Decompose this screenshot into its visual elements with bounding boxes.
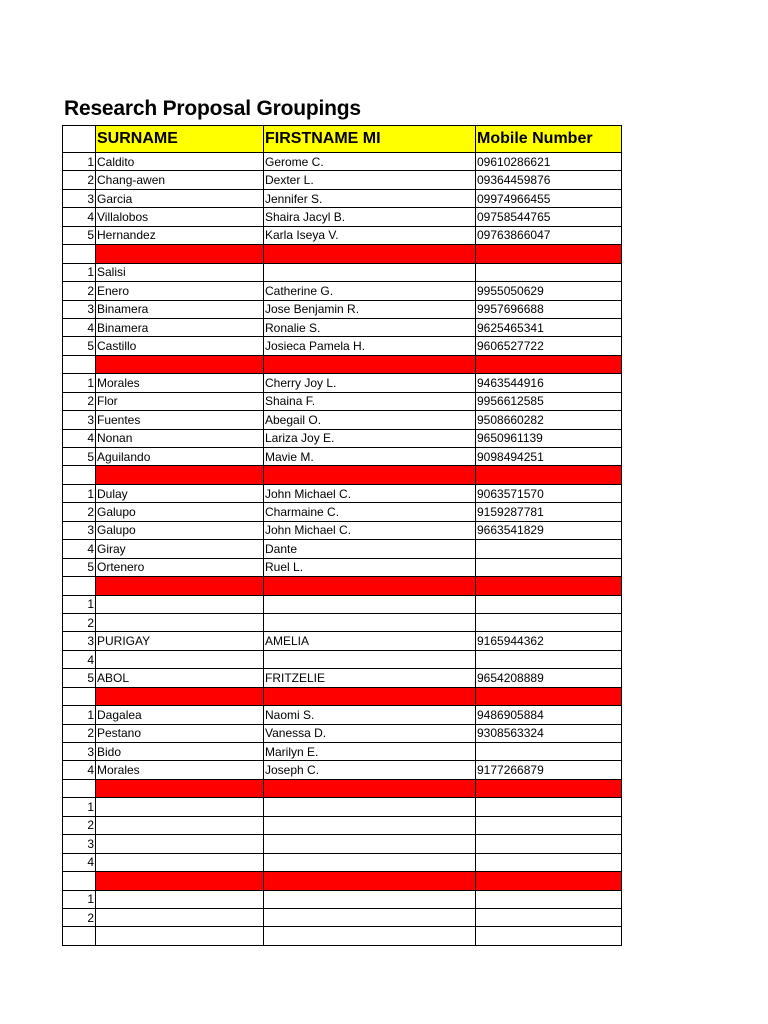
header-row [63, 126, 622, 153]
row-number-cell[interactable]: 3 [63, 300, 96, 318]
mobile-cell[interactable]: 9508660282 [476, 411, 622, 429]
firstname-cell[interactable]: Vanessa D. [264, 724, 476, 742]
firstname-cell[interactable] [264, 798, 476, 816]
surname-cell[interactable]: Fuentes [96, 411, 264, 429]
mobile-cell[interactable] [476, 798, 622, 816]
page-title: Research Proposal Groupings [64, 97, 361, 120]
mobile-cell[interactable] [476, 613, 622, 631]
surname-cell[interactable]: Binamera [96, 300, 264, 318]
table-row [63, 743, 622, 761]
separator-cell[interactable] [476, 355, 622, 373]
mobile-cell[interactable]: 9663541829 [476, 521, 622, 539]
group-separator-row [63, 687, 622, 705]
row-number-cell[interactable]: 5 [63, 448, 96, 466]
group-separator-row [63, 245, 622, 263]
separator-cell[interactable] [264, 687, 476, 705]
firstname-cell[interactable]: Dexter L. [264, 171, 476, 189]
surname-cell[interactable]: Hernandez [96, 226, 264, 244]
separator-cell[interactable] [63, 872, 96, 890]
firstname-cell[interactable]: Karla Iseya V. [264, 226, 476, 244]
row-number-cell[interactable]: 2 [63, 392, 96, 410]
firstname-cell[interactable]: FRITZELIE [264, 669, 476, 687]
mobile-cell[interactable]: 9165944362 [476, 632, 622, 650]
firstname-cell[interactable] [264, 927, 476, 945]
table-row [63, 153, 622, 171]
surname-cell[interactable]: Caldito [96, 153, 264, 171]
surname-cell[interactable]: PURIGAY [96, 632, 264, 650]
firstname-cell[interactable]: Lariza Joy E. [264, 429, 476, 447]
firstname-cell[interactable]: Abegail O. [264, 411, 476, 429]
separator-cell[interactable] [96, 577, 264, 595]
table-row [63, 724, 622, 742]
separator-cell[interactable] [63, 245, 96, 263]
surname-cell[interactable] [96, 890, 264, 908]
table-row [63, 816, 622, 834]
group-separator-row [63, 355, 622, 373]
mobile-cell[interactable] [476, 908, 622, 926]
row-number-cell[interactable]: 1 [63, 595, 96, 613]
row-number-cell[interactable]: 1 [63, 706, 96, 724]
table-row [63, 927, 622, 945]
table-row [63, 835, 622, 853]
firstname-cell[interactable] [264, 263, 476, 281]
surname-cell[interactable]: Bido [96, 743, 264, 761]
separator-cell[interactable] [264, 466, 476, 484]
mobile-cell[interactable]: 9486905884 [476, 706, 622, 724]
row-number-cell[interactable]: 3 [63, 632, 96, 650]
row-number-cell[interactable]: 3 [63, 189, 96, 207]
mobile-cell[interactable] [476, 743, 622, 761]
mobile-cell[interactable]: 9159287781 [476, 503, 622, 521]
firstname-cell[interactable]: Shaira Jacyl B. [264, 208, 476, 226]
separator-cell[interactable] [63, 466, 96, 484]
firstname-cell[interactable]: Shaina F. [264, 392, 476, 410]
firstname-cell[interactable]: Naomi S. [264, 706, 476, 724]
group-separator-row [63, 466, 622, 484]
surname-cell[interactable]: Nonan [96, 429, 264, 447]
mobile-cell[interactable]: 09758544765 [476, 208, 622, 226]
mobile-cell[interactable] [476, 558, 622, 576]
row-number-cell[interactable]: 1 [63, 374, 96, 392]
surname-cell[interactable]: Dulay [96, 484, 264, 502]
table-row [63, 521, 622, 539]
row-number-cell[interactable]: 4 [63, 540, 96, 558]
surname-cell[interactable] [96, 595, 264, 613]
separator-cell[interactable] [96, 872, 264, 890]
firstname-cell[interactable]: Joseph C. [264, 761, 476, 779]
surname-cell[interactable]: Chang-awen [96, 171, 264, 189]
table-row [63, 208, 622, 226]
surname-cell[interactable]: Binamera [96, 318, 264, 336]
mobile-cell[interactable]: 9957696688 [476, 300, 622, 318]
header-firstname[interactable]: FIRSTNAME MI [264, 126, 476, 153]
separator-cell[interactable] [96, 466, 264, 484]
row-number-cell[interactable]: 2 [63, 171, 96, 189]
firstname-cell[interactable]: Josieca Pamela H. [264, 337, 476, 355]
surname-cell[interactable]: Castillo [96, 337, 264, 355]
firstname-cell[interactable]: Jose Benjamin R. [264, 300, 476, 318]
surname-cell[interactable] [96, 816, 264, 834]
mobile-cell[interactable]: 9955050629 [476, 282, 622, 300]
mobile-cell[interactable]: 9463544916 [476, 374, 622, 392]
firstname-cell[interactable]: Dante [264, 540, 476, 558]
header-number-cell[interactable] [63, 126, 96, 153]
firstname-cell[interactable] [264, 853, 476, 871]
firstname-cell[interactable]: Mavie M. [264, 448, 476, 466]
surname-cell[interactable]: Giray [96, 540, 264, 558]
separator-cell[interactable] [63, 577, 96, 595]
separator-cell[interactable] [264, 245, 476, 263]
row-number-cell[interactable]: 4 [63, 429, 96, 447]
row-number-cell[interactable]: 2 [63, 816, 96, 834]
surname-cell[interactable] [96, 613, 264, 631]
firstname-cell[interactable]: Marilyn E. [264, 743, 476, 761]
table-row [63, 300, 622, 318]
header-mobile[interactable]: Mobile Number [476, 126, 622, 153]
separator-cell[interactable] [476, 466, 622, 484]
table-row [63, 761, 622, 779]
mobile-cell[interactable]: 9956612585 [476, 392, 622, 410]
surname-cell[interactable]: Morales [96, 374, 264, 392]
table-row [63, 908, 622, 926]
surname-cell[interactable]: Ortenero [96, 558, 264, 576]
row-number-cell[interactable]: 5 [63, 337, 96, 355]
surname-cell[interactable]: Morales [96, 761, 264, 779]
firstname-cell[interactable] [264, 816, 476, 834]
row-number-cell[interactable]: 1 [63, 890, 96, 908]
surname-cell[interactable]: Villalobos [96, 208, 264, 226]
group-separator-row [63, 872, 622, 890]
mobile-cell[interactable]: 9308563324 [476, 724, 622, 742]
mobile-cell[interactable] [476, 816, 622, 834]
table-row [63, 282, 622, 300]
surname-cell[interactable] [96, 835, 264, 853]
groupings-table [62, 125, 622, 946]
firstname-cell[interactable]: Gerome C. [264, 153, 476, 171]
table-row [63, 798, 622, 816]
surname-cell[interactable] [96, 927, 264, 945]
firstname-cell[interactable]: Cherry Joy L. [264, 374, 476, 392]
row-number-cell[interactable]: 4 [63, 853, 96, 871]
surname-cell[interactable]: ABOL [96, 669, 264, 687]
row-number-cell[interactable]: 4 [63, 761, 96, 779]
separator-cell[interactable] [476, 577, 622, 595]
separator-cell[interactable] [63, 687, 96, 705]
firstname-cell[interactable]: John Michael C. [264, 521, 476, 539]
surname-cell[interactable]: Galupo [96, 503, 264, 521]
table-row [63, 318, 622, 336]
table-row [63, 503, 622, 521]
separator-cell[interactable] [63, 355, 96, 373]
firstname-cell[interactable]: Charmaine C. [264, 503, 476, 521]
separator-cell[interactable] [264, 355, 476, 373]
mobile-cell[interactable]: 09364459876 [476, 171, 622, 189]
table-row [63, 392, 622, 410]
mobile-cell[interactable] [476, 835, 622, 853]
row-number-cell[interactable]: 2 [63, 503, 96, 521]
row-number-cell[interactable]: 1 [63, 263, 96, 281]
row-number-cell[interactable]: 4 [63, 318, 96, 336]
separator-cell[interactable] [264, 872, 476, 890]
group-separator-row [63, 779, 622, 797]
table-row [63, 595, 622, 613]
table-row [63, 189, 622, 207]
table-row [63, 429, 622, 447]
row-number-cell[interactable]: 2 [63, 282, 96, 300]
row-number-cell[interactable]: 5 [63, 558, 96, 576]
surname-cell[interactable]: Garcia [96, 189, 264, 207]
surname-cell[interactable] [96, 908, 264, 926]
row-number-cell[interactable]: 2 [63, 724, 96, 742]
separator-cell[interactable] [264, 779, 476, 797]
firstname-cell[interactable] [264, 595, 476, 613]
firstname-cell[interactable] [264, 613, 476, 631]
mobile-cell[interactable]: 09763866047 [476, 226, 622, 244]
table-row [63, 669, 622, 687]
row-number-cell[interactable]: 4 [63, 208, 96, 226]
row-number-cell[interactable]: 5 [63, 226, 96, 244]
surname-cell[interactable]: Salisi [96, 263, 264, 281]
table-row [63, 263, 622, 281]
mobile-cell[interactable]: 9625465341 [476, 318, 622, 336]
mobile-cell[interactable]: 9650961139 [476, 429, 622, 447]
surname-cell[interactable]: Aguilando [96, 448, 264, 466]
row-number-cell[interactable]: 3 [63, 743, 96, 761]
separator-cell[interactable] [96, 687, 264, 705]
row-number-cell[interactable]: 1 [63, 484, 96, 502]
surname-cell[interactable]: Flor [96, 392, 264, 410]
separator-cell[interactable] [476, 245, 622, 263]
table-row [63, 484, 622, 502]
mobile-cell[interactable]: 9606527722 [476, 337, 622, 355]
table-row [63, 540, 622, 558]
table-row [63, 226, 622, 244]
mobile-cell[interactable]: 9098494251 [476, 448, 622, 466]
row-number-cell[interactable]: 2 [63, 908, 96, 926]
row-number-cell[interactable]: 3 [63, 835, 96, 853]
mobile-cell[interactable]: 9063571570 [476, 484, 622, 502]
table-body [63, 153, 622, 946]
firstname-cell[interactable] [264, 650, 476, 668]
surname-cell[interactable] [96, 798, 264, 816]
firstname-cell[interactable]: Ruel L. [264, 558, 476, 576]
row-number-cell[interactable]: 1 [63, 153, 96, 171]
separator-cell[interactable] [476, 872, 622, 890]
row-number-cell[interactable]: 3 [63, 411, 96, 429]
table-row [63, 853, 622, 871]
firstname-cell[interactable] [264, 890, 476, 908]
firstname-cell[interactable] [264, 908, 476, 926]
mobile-cell[interactable]: 09610286621 [476, 153, 622, 171]
table-row [63, 650, 622, 668]
surname-cell[interactable]: Pestano [96, 724, 264, 742]
table-row [63, 558, 622, 576]
group-separator-row [63, 577, 622, 595]
firstname-cell[interactable]: Ronalie S. [264, 318, 476, 336]
surname-cell[interactable]: Galupo [96, 521, 264, 539]
separator-cell[interactable] [96, 355, 264, 373]
firstname-cell[interactable]: Catherine G. [264, 282, 476, 300]
table-row [63, 448, 622, 466]
table-row [63, 411, 622, 429]
row-number-cell[interactable]: 5 [63, 669, 96, 687]
table-row [63, 337, 622, 355]
row-number-cell[interactable]: 1 [63, 798, 96, 816]
mobile-cell[interactable] [476, 853, 622, 871]
mobile-cell[interactable] [476, 890, 622, 908]
surname-cell[interactable]: Enero [96, 282, 264, 300]
mobile-cell[interactable]: 09974966455 [476, 189, 622, 207]
row-number-cell[interactable]: 4 [63, 650, 96, 668]
mobile-cell[interactable]: 9654208889 [476, 669, 622, 687]
row-number-cell[interactable]: 2 [63, 613, 96, 631]
firstname-cell[interactable] [264, 835, 476, 853]
header-surname[interactable]: SURNAME [96, 126, 264, 153]
separator-cell[interactable] [264, 577, 476, 595]
separator-cell[interactable] [96, 779, 264, 797]
firstname-cell[interactable]: John Michael C. [264, 484, 476, 502]
table-row [63, 171, 622, 189]
table-row [63, 632, 622, 650]
mobile-cell[interactable]: 9177266879 [476, 761, 622, 779]
separator-cell[interactable] [63, 779, 96, 797]
separator-cell[interactable] [96, 245, 264, 263]
separator-cell[interactable] [476, 779, 622, 797]
row-number-cell[interactable]: 3 [63, 521, 96, 539]
mobile-cell[interactable] [476, 263, 622, 281]
table-row [63, 890, 622, 908]
row-number-cell[interactable] [63, 927, 96, 945]
firstname-cell[interactable]: Jennifer S. [264, 189, 476, 207]
table-row [63, 706, 622, 724]
surname-cell[interactable] [96, 650, 264, 668]
separator-cell[interactable] [476, 687, 622, 705]
surname-cell[interactable] [96, 853, 264, 871]
table-row [63, 613, 622, 631]
mobile-cell[interactable] [476, 650, 622, 668]
table-row [63, 374, 622, 392]
mobile-cell[interactable] [476, 540, 622, 558]
mobile-cell[interactable] [476, 927, 622, 945]
firstname-cell[interactable]: AMELIA [264, 632, 476, 650]
mobile-cell[interactable] [476, 595, 622, 613]
surname-cell[interactable]: Dagalea [96, 706, 264, 724]
